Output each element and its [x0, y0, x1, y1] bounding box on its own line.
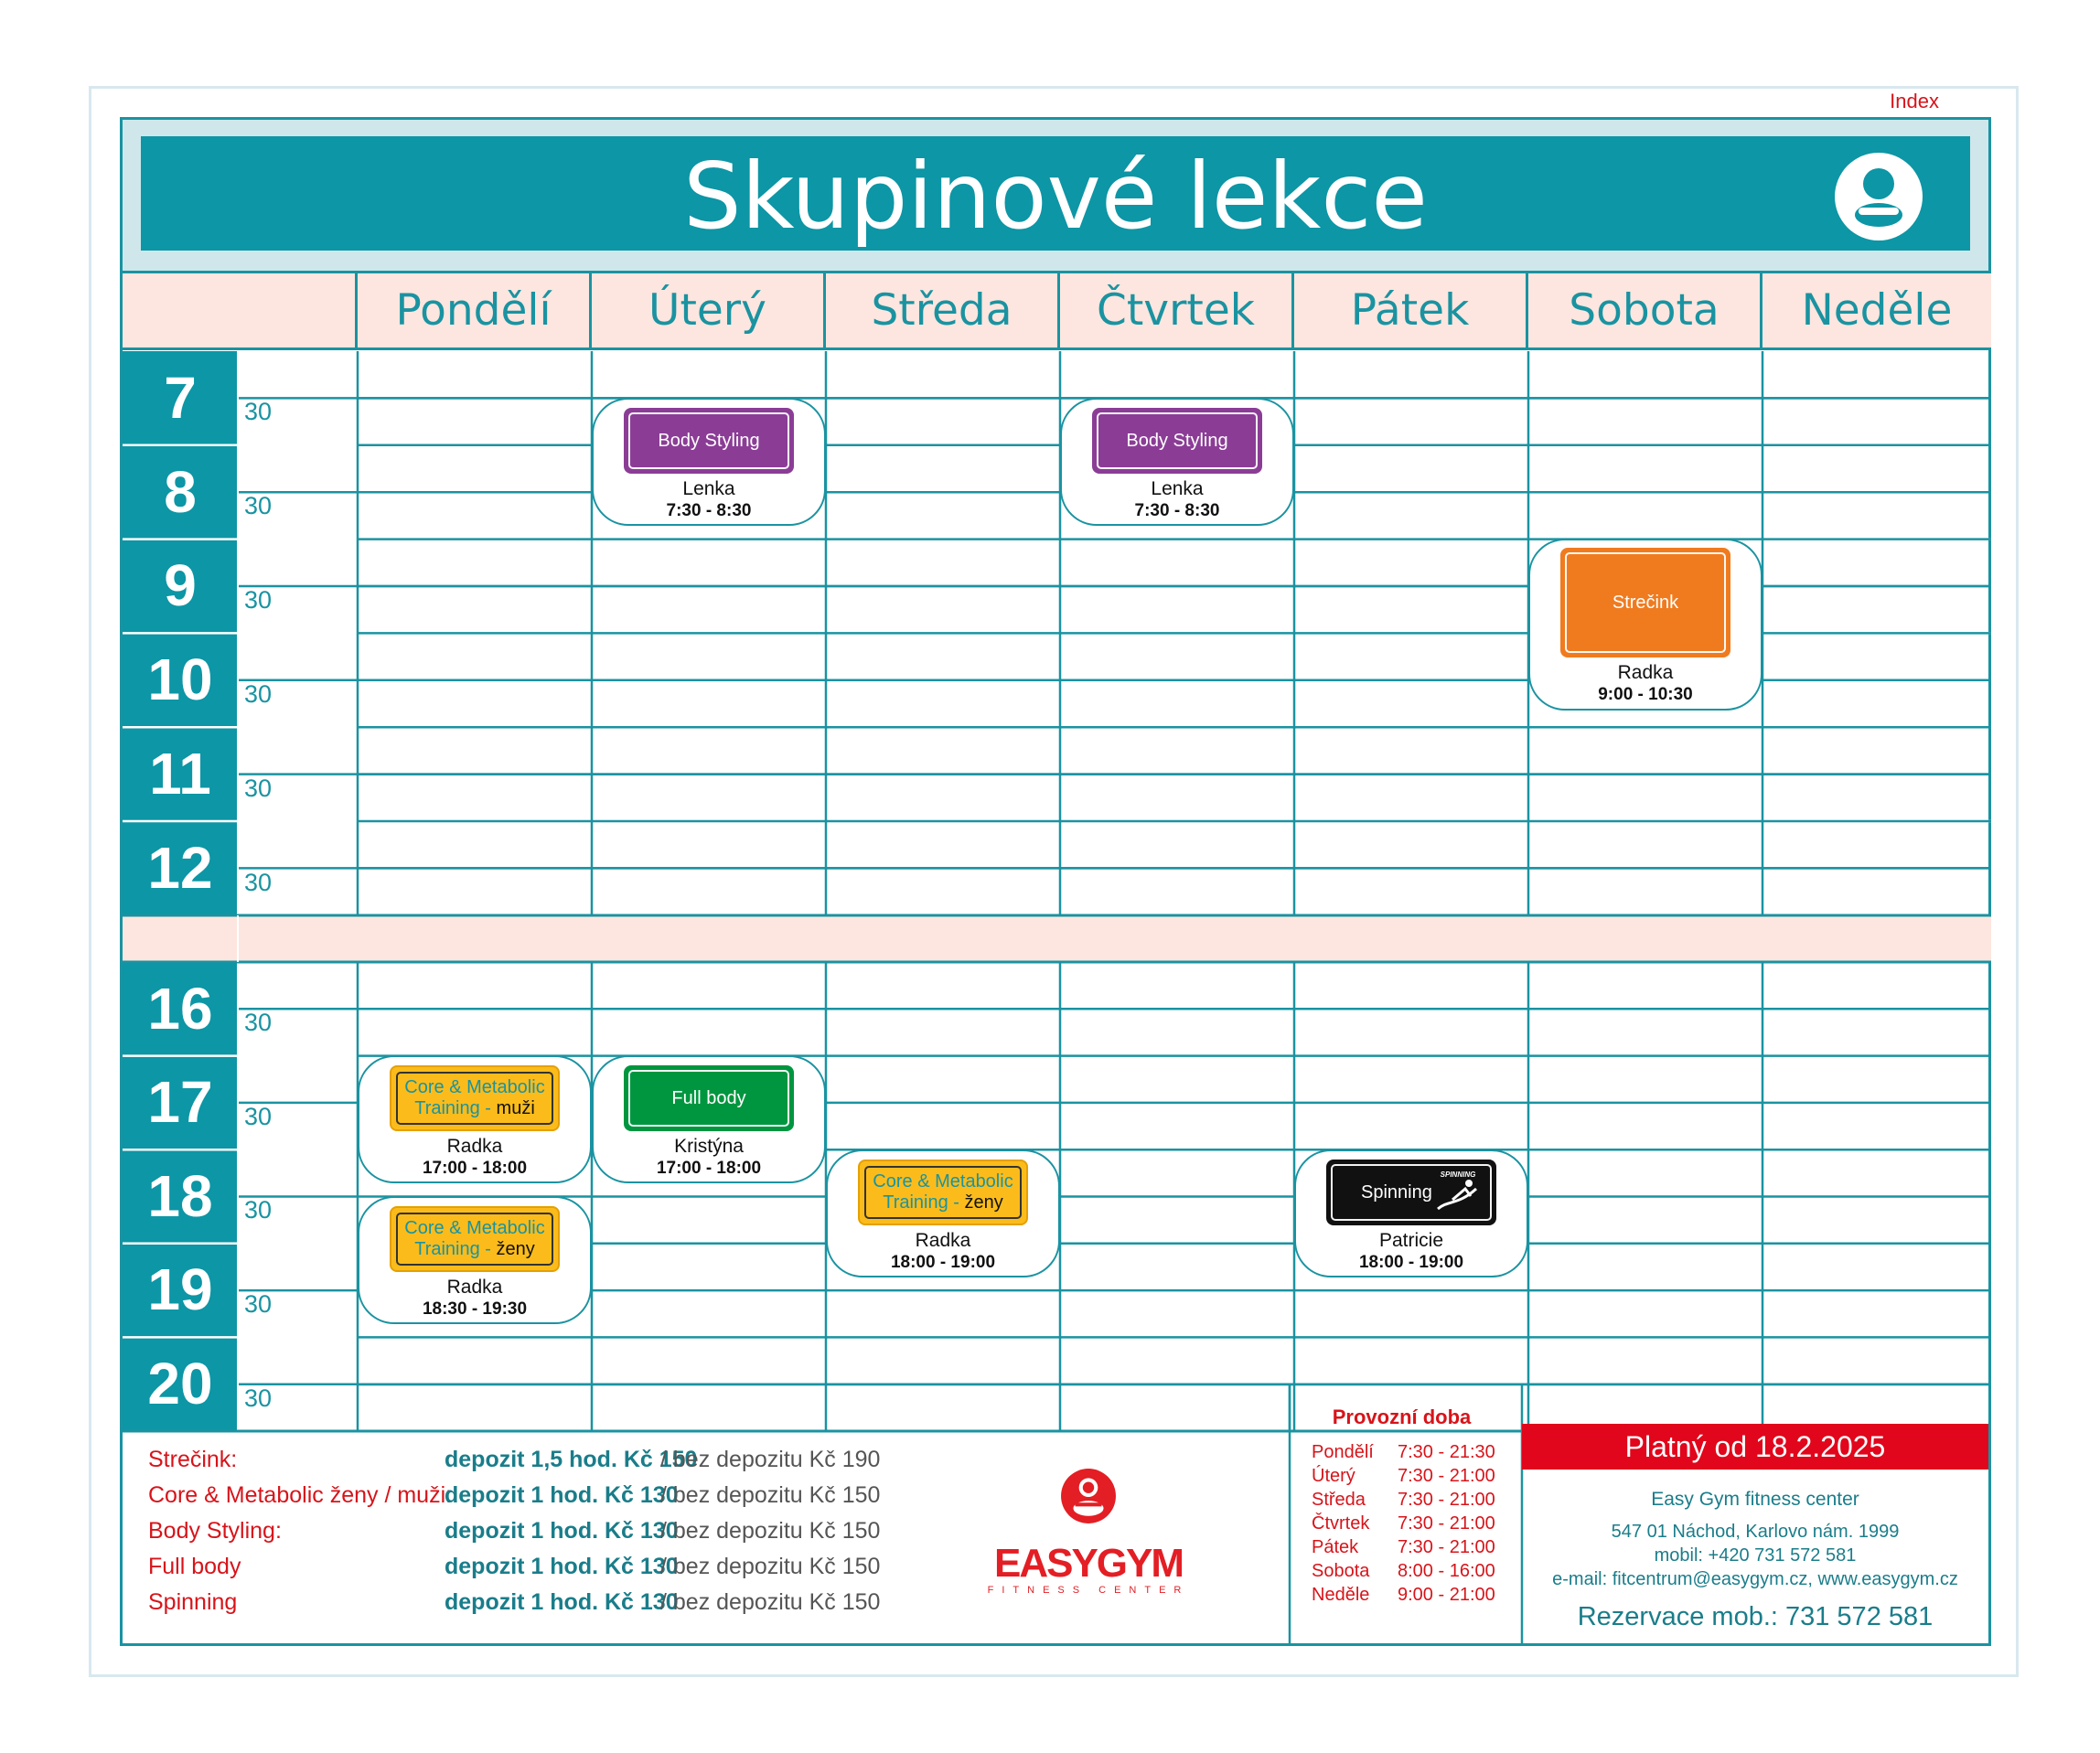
- event-core-metabolic-muzi-monday[interactable]: [358, 1055, 592, 1183]
- instructor-name: Lenka: [1151, 478, 1204, 499]
- event-time: 7:30 - 8:30: [1134, 501, 1220, 520]
- half-hour-label: 30: [244, 1009, 273, 1036]
- event-time: 18:00 - 19:00: [1358, 1253, 1464, 1272]
- svg-text:SPINNING: SPINNING: [1440, 1170, 1476, 1179]
- hour-label-17: 17: [147, 1069, 213, 1135]
- instructor-name: Patricie: [1378, 1230, 1444, 1251]
- day-header-tuesday: Úterý: [592, 273, 826, 350]
- contact-mobile: mobil: +420 731 572 581: [1654, 1545, 1857, 1566]
- event-time: 17:00 - 18:00: [422, 1159, 528, 1178]
- class-badge: Spinning SPINNING: [1326, 1160, 1496, 1225]
- instructor-name: Lenka: [682, 478, 735, 499]
- hour-label-8: 8: [164, 459, 197, 525]
- event-spinning-friday[interactable]: [1294, 1149, 1528, 1277]
- day-header-wednesday: Středa: [826, 273, 1060, 350]
- event-core-metabolic-zeny-monday[interactable]: [358, 1196, 592, 1324]
- contact-address: 547 01 Náchod, Karlovo nám. 1999: [1611, 1522, 1900, 1542]
- opening-hours-title: Provozní doba: [1332, 1406, 1472, 1428]
- instructor-name: Radka: [446, 1136, 503, 1157]
- class-badge: Body Styling: [1092, 408, 1262, 474]
- spinning-logo-icon: [1430, 1169, 1485, 1214]
- event-time: 9:00 - 10:30: [1598, 685, 1693, 704]
- half-hour-label: 30: [244, 1196, 273, 1224]
- event-body-styling-tuesday[interactable]: [592, 398, 826, 526]
- day-header-friday: Pátek: [1294, 273, 1528, 350]
- day-header-monday: Pondělí: [358, 273, 592, 350]
- index-link[interactable]: Index: [1890, 90, 1939, 112]
- event-time: 18:30 - 19:30: [422, 1299, 528, 1319]
- hour-label-18: 18: [147, 1163, 213, 1229]
- easygym-person-icon: [1060, 1468, 1117, 1524]
- half-hour-label: 30: [244, 775, 273, 802]
- hour-label-19: 19: [147, 1256, 213, 1322]
- event-time: 17:00 - 18:00: [656, 1159, 762, 1178]
- event-body-styling-thursday[interactable]: [1060, 398, 1294, 526]
- hour-label-7: 7: [164, 365, 197, 431]
- class-badge: Full body: [624, 1065, 794, 1131]
- class-badge: Core & Metabolic Training - muži: [390, 1065, 560, 1131]
- instructor-name: Radka: [915, 1230, 971, 1251]
- half-hour-label: 30: [244, 1290, 273, 1318]
- hour-label-9: 9: [164, 552, 197, 618]
- hour-label-20: 20: [147, 1351, 213, 1416]
- hour-label-11: 11: [149, 741, 211, 807]
- page-title: Skupinové lekce: [683, 143, 1428, 250]
- hour-label-12: 12: [147, 835, 213, 901]
- day-header-saturday: Sobota: [1528, 273, 1762, 350]
- half-hour-label: 30: [244, 586, 273, 614]
- half-hour-label: 30: [244, 492, 273, 519]
- instructor-name: Radka: [446, 1277, 503, 1298]
- half-hour-label: 30: [244, 1384, 273, 1412]
- half-hour-label: 30: [244, 680, 273, 708]
- easygym-logo: EASYGYM FITNESS CENTER: [965, 1468, 1212, 1596]
- instructor-name: Radka: [1617, 662, 1674, 683]
- hour-label-10: 10: [147, 647, 213, 712]
- event-full-body-tuesday[interactable]: [592, 1055, 826, 1183]
- half-hour-label: 30: [244, 398, 273, 425]
- half-hour-label: 30: [244, 1103, 273, 1130]
- event-strecink-saturday[interactable]: [1528, 539, 1762, 711]
- contact-email: e-mail: fitcentrum@easygym.cz, www.easygym.cz: [1552, 1569, 1958, 1589]
- class-badge: Strečink: [1560, 548, 1730, 657]
- class-badge: Core & Metabolic Training - ženy: [390, 1206, 560, 1272]
- day-header-thursday: Čtvrtek: [1060, 273, 1294, 350]
- class-badge: Core & Metabolic Training - ženy: [858, 1160, 1028, 1225]
- contact-reservation: Rezervace mob.: 731 572 581: [1577, 1602, 1934, 1631]
- instructor-name: Kristýna: [674, 1136, 744, 1157]
- event-time: 18:00 - 19:00: [890, 1253, 996, 1272]
- event-time: 7:30 - 8:30: [666, 501, 752, 520]
- class-badge: Body Styling: [624, 408, 794, 474]
- contact-company: Easy Gym fitness center: [1651, 1489, 1859, 1510]
- half-hour-label: 30: [244, 869, 273, 896]
- hour-label-16: 16: [147, 976, 213, 1042]
- event-core-metabolic-zeny-wednesday[interactable]: [826, 1149, 1060, 1277]
- validity-banner: Platný od 18.2.2025: [1522, 1424, 1988, 1470]
- day-header-sunday: Neděle: [1762, 273, 1991, 350]
